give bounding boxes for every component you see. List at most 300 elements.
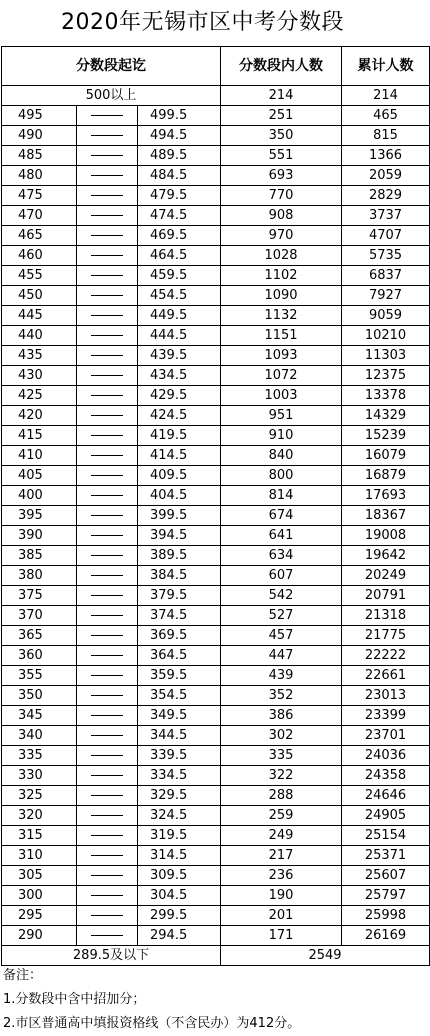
range-dash [77, 226, 138, 246]
range-low: 305 [2, 866, 77, 886]
range-high: 469.5 [138, 226, 221, 246]
range-high: 364.5 [138, 646, 221, 666]
cumulative-cell: 13378 [342, 386, 430, 406]
cumulative-cell: 25371 [342, 846, 430, 866]
cumulative-cell: 14329 [342, 406, 430, 426]
cumulative-cell: 25998 [342, 906, 430, 926]
range-dash [77, 386, 138, 406]
note-item: 1.分数段中含中招加分； [3, 992, 146, 1007]
cumulative-cell: 7927 [342, 286, 430, 306]
dash-line [91, 695, 123, 696]
cumulative-cell: 16879 [342, 466, 430, 486]
count-cell: 970 [221, 226, 342, 246]
count-cell: 447 [221, 646, 342, 666]
dash-line [91, 395, 123, 396]
range-dash [77, 866, 138, 886]
range-high: 379.5 [138, 586, 221, 606]
range-high: 479.5 [138, 186, 221, 206]
top-count: 214 [221, 86, 342, 106]
table-row [2, 866, 430, 886]
count-cell: 288 [221, 786, 342, 806]
table-row [2, 486, 430, 506]
table-row [2, 546, 430, 566]
range-low: 470 [2, 206, 77, 226]
range-high: 384.5 [138, 566, 221, 586]
range-low: 330 [2, 766, 77, 786]
range-dash [77, 286, 138, 306]
range-dash [77, 586, 138, 606]
cumulative-cell: 24358 [342, 766, 430, 786]
range-low: 460 [2, 246, 77, 266]
range-low: 390 [2, 526, 77, 546]
table-row [2, 146, 430, 166]
cumulative-cell: 1366 [342, 146, 430, 166]
range-dash [77, 206, 138, 226]
count-cell: 551 [221, 146, 342, 166]
table-row [2, 346, 430, 366]
range-low: 480 [2, 166, 77, 186]
range-low: 405 [2, 466, 77, 486]
count-cell: 171 [221, 926, 342, 946]
dash-line [91, 775, 123, 776]
header-range: 分数段起讫 [2, 47, 221, 86]
range-high: 329.5 [138, 786, 221, 806]
count-cell: 457 [221, 626, 342, 646]
dash-line [91, 235, 123, 236]
count-cell: 1093 [221, 346, 342, 366]
range-high: 459.5 [138, 266, 221, 286]
range-dash [77, 926, 138, 946]
table-row [2, 706, 430, 726]
range-low: 445 [2, 306, 77, 326]
dash-line [91, 355, 123, 356]
count-cell: 386 [221, 706, 342, 726]
range-high: 474.5 [138, 206, 221, 226]
range-dash [77, 786, 138, 806]
range-low: 495 [2, 106, 77, 126]
bottom-range-label: 289.5及以下 [2, 946, 221, 966]
range-dash [77, 566, 138, 586]
dash-line [91, 455, 123, 456]
cumulative-cell: 25607 [342, 866, 430, 886]
range-high: 324.5 [138, 806, 221, 826]
range-low: 400 [2, 486, 77, 506]
dash-line [91, 855, 123, 856]
cumulative-cell: 16079 [342, 446, 430, 466]
table-row [2, 286, 430, 306]
table-row [2, 746, 430, 766]
cumulative-cell: 24646 [342, 786, 430, 806]
range-high: 409.5 [138, 466, 221, 486]
range-high: 349.5 [138, 706, 221, 726]
cumulative-cell: 23399 [342, 706, 430, 726]
dash-line [91, 735, 123, 736]
range-high: 304.5 [138, 886, 221, 906]
count-cell: 217 [221, 846, 342, 866]
cumulative-cell: 2829 [342, 186, 430, 206]
range-dash [77, 446, 138, 466]
dash-line [91, 675, 123, 676]
bottom-count: 2549 [221, 946, 430, 966]
count-cell: 634 [221, 546, 342, 566]
count-cell: 1102 [221, 266, 342, 286]
range-low: 385 [2, 546, 77, 566]
header-cumulative: 累计人数 [342, 47, 430, 86]
range-dash [77, 106, 138, 126]
count-cell: 542 [221, 586, 342, 606]
range-low: 290 [2, 926, 77, 946]
count-cell: 951 [221, 406, 342, 426]
range-dash [77, 526, 138, 546]
range-high: 424.5 [138, 406, 221, 426]
range-dash [77, 606, 138, 626]
range-low: 395 [2, 506, 77, 526]
range-high: 439.5 [138, 346, 221, 366]
table-row [2, 626, 430, 646]
range-dash [77, 166, 138, 186]
range-dash [77, 186, 138, 206]
range-high: 389.5 [138, 546, 221, 566]
cumulative-cell: 24036 [342, 746, 430, 766]
range-dash [77, 506, 138, 526]
table-row [2, 426, 430, 446]
range-low: 350 [2, 686, 77, 706]
cumulative-cell: 4707 [342, 226, 430, 246]
range-low: 455 [2, 266, 77, 286]
table-row [2, 206, 430, 226]
range-high: 484.5 [138, 166, 221, 186]
top-range-label: 500以上 [2, 86, 221, 106]
table-row [2, 106, 430, 126]
notes-heading: 备注： [3, 968, 43, 983]
dash-line [91, 715, 123, 716]
range-dash [77, 826, 138, 846]
count-cell: 439 [221, 666, 342, 686]
range-high: 464.5 [138, 246, 221, 266]
range-dash [77, 246, 138, 266]
range-high: 419.5 [138, 426, 221, 446]
count-cell: 1132 [221, 306, 342, 326]
range-dash [77, 406, 138, 426]
dash-line [91, 535, 123, 536]
table-row [2, 126, 430, 146]
cumulative-cell: 22661 [342, 666, 430, 686]
cumulative-cell: 25154 [342, 826, 430, 846]
dash-line [91, 875, 123, 876]
dash-line [91, 635, 123, 636]
dash-line [91, 655, 123, 656]
count-cell: 1028 [221, 246, 342, 266]
count-cell: 674 [221, 506, 342, 526]
dash-line [91, 515, 123, 516]
range-high: 494.5 [138, 126, 221, 146]
range-dash [77, 306, 138, 326]
range-high: 449.5 [138, 306, 221, 326]
dash-line [91, 795, 123, 796]
table-row [2, 246, 430, 266]
range-dash [77, 126, 138, 146]
table-row [2, 666, 430, 686]
count-cell: 350 [221, 126, 342, 146]
range-dash [77, 766, 138, 786]
table-row [2, 606, 430, 626]
score-distribution-table [1, 46, 430, 966]
count-cell: 335 [221, 746, 342, 766]
range-dash [77, 906, 138, 926]
table-row [2, 846, 430, 866]
dash-line [91, 915, 123, 916]
count-cell: 190 [221, 886, 342, 906]
range-low: 300 [2, 886, 77, 906]
cumulative-cell: 815 [342, 126, 430, 146]
range-high: 404.5 [138, 486, 221, 506]
cumulative-cell: 15239 [342, 426, 430, 446]
range-high: 434.5 [138, 366, 221, 386]
range-low: 435 [2, 346, 77, 366]
table-row [2, 806, 430, 826]
cumulative-cell: 10210 [342, 326, 430, 346]
count-cell: 910 [221, 426, 342, 446]
count-cell: 251 [221, 106, 342, 126]
range-high: 334.5 [138, 766, 221, 786]
dash-line [91, 575, 123, 576]
table-row [2, 906, 430, 926]
table-row [2, 526, 430, 546]
table-row [2, 506, 430, 526]
range-low: 375 [2, 586, 77, 606]
dash-line [91, 495, 123, 496]
table-row-top [2, 86, 430, 106]
table-row [2, 726, 430, 746]
range-high: 399.5 [138, 506, 221, 526]
table-row [2, 766, 430, 786]
count-cell: 770 [221, 186, 342, 206]
range-low: 465 [2, 226, 77, 246]
cumulative-cell: 5735 [342, 246, 430, 266]
range-high: 489.5 [138, 146, 221, 166]
dash-line [91, 375, 123, 376]
range-low: 295 [2, 906, 77, 926]
range-dash [77, 626, 138, 646]
range-high: 374.5 [138, 606, 221, 626]
dash-line [91, 835, 123, 836]
table-row [2, 366, 430, 386]
range-high: 429.5 [138, 386, 221, 406]
range-dash [77, 486, 138, 506]
range-dash [77, 346, 138, 366]
range-low: 425 [2, 386, 77, 406]
range-dash [77, 326, 138, 346]
table-row [2, 306, 430, 326]
dash-line [91, 215, 123, 216]
range-low: 415 [2, 426, 77, 446]
range-high: 454.5 [138, 286, 221, 306]
range-low: 315 [2, 826, 77, 846]
cumulative-cell: 25797 [342, 886, 430, 906]
range-low: 430 [2, 366, 77, 386]
range-high: 344.5 [138, 726, 221, 746]
range-high: 394.5 [138, 526, 221, 546]
cumulative-cell: 17693 [342, 486, 430, 506]
dash-line [91, 895, 123, 896]
table-row [2, 566, 430, 586]
dash-line [91, 135, 123, 136]
cumulative-cell: 465 [342, 106, 430, 126]
notes [3, 964, 403, 1036]
range-dash [77, 886, 138, 906]
dash-line [91, 115, 123, 116]
cumulative-cell: 23013 [342, 686, 430, 706]
dash-line [91, 615, 123, 616]
range-low: 360 [2, 646, 77, 666]
header-count: 分数段内人数 [221, 47, 342, 86]
count-cell: 641 [221, 526, 342, 546]
dash-line [91, 435, 123, 436]
table-row [2, 386, 430, 406]
range-dash [77, 466, 138, 486]
range-low: 440 [2, 326, 77, 346]
dash-line [91, 275, 123, 276]
count-cell: 840 [221, 446, 342, 466]
range-high: 314.5 [138, 846, 221, 866]
range-low: 370 [2, 606, 77, 626]
range-high: 359.5 [138, 666, 221, 686]
cumulative-cell: 18367 [342, 506, 430, 526]
page-title: 2020年无锡市区中考分数段 [61, 10, 344, 35]
count-cell: 800 [221, 466, 342, 486]
count-cell: 1003 [221, 386, 342, 406]
range-low: 380 [2, 566, 77, 586]
dash-line [91, 415, 123, 416]
note-item: 2.市区普通高中填报资格线（不含民办）为412分。 [3, 1016, 301, 1031]
range-high: 369.5 [138, 626, 221, 646]
range-low: 410 [2, 446, 77, 466]
count-cell: 201 [221, 906, 342, 926]
range-high: 414.5 [138, 446, 221, 466]
count-cell: 1151 [221, 326, 342, 346]
range-dash [77, 746, 138, 766]
cumulative-cell: 20249 [342, 566, 430, 586]
table-row [2, 686, 430, 706]
range-dash [77, 366, 138, 386]
cumulative-cell: 23701 [342, 726, 430, 746]
range-low: 335 [2, 746, 77, 766]
cumulative-cell: 22222 [342, 646, 430, 666]
dash-line [91, 555, 123, 556]
range-low: 325 [2, 786, 77, 806]
range-dash [77, 146, 138, 166]
count-cell: 607 [221, 566, 342, 586]
range-high: 444.5 [138, 326, 221, 346]
count-cell: 908 [221, 206, 342, 226]
table-row-bottom [2, 946, 430, 966]
cumulative-cell: 26169 [342, 926, 430, 946]
range-low: 420 [2, 406, 77, 426]
dash-line [91, 195, 123, 196]
range-dash [77, 266, 138, 286]
range-low: 340 [2, 726, 77, 746]
range-dash [77, 726, 138, 746]
range-dash [77, 806, 138, 826]
range-dash [77, 706, 138, 726]
range-high: 299.5 [138, 906, 221, 926]
range-dash [77, 646, 138, 666]
count-cell: 352 [221, 686, 342, 706]
range-low: 475 [2, 186, 77, 206]
cumulative-cell: 12375 [342, 366, 430, 386]
range-low: 490 [2, 126, 77, 146]
table-row [2, 226, 430, 246]
cumulative-cell: 20791 [342, 586, 430, 606]
range-high: 339.5 [138, 746, 221, 766]
table-row [2, 166, 430, 186]
table-row [2, 786, 430, 806]
cumulative-cell: 2059 [342, 166, 430, 186]
dash-line [91, 935, 123, 936]
range-low: 310 [2, 846, 77, 866]
range-dash [77, 666, 138, 686]
cumulative-cell: 9059 [342, 306, 430, 326]
table-row [2, 406, 430, 426]
range-high: 354.5 [138, 686, 221, 706]
range-low: 365 [2, 626, 77, 646]
dash-line [91, 155, 123, 156]
range-low: 355 [2, 666, 77, 686]
table-row [2, 586, 430, 606]
range-high: 319.5 [138, 826, 221, 846]
dash-line [91, 255, 123, 256]
range-low: 345 [2, 706, 77, 726]
table-row [2, 466, 430, 486]
count-cell: 322 [221, 766, 342, 786]
range-dash [77, 846, 138, 866]
count-cell: 1072 [221, 366, 342, 386]
table-row [2, 886, 430, 906]
cumulative-cell: 11303 [342, 346, 430, 366]
range-high: 499.5 [138, 106, 221, 126]
cumulative-cell: 19008 [342, 526, 430, 546]
cumulative-cell: 21318 [342, 606, 430, 626]
range-dash [77, 426, 138, 446]
range-high: 309.5 [138, 866, 221, 886]
range-dash [77, 546, 138, 566]
table-row [2, 186, 430, 206]
cumulative-cell: 21775 [342, 626, 430, 646]
range-high: 294.5 [138, 926, 221, 946]
dash-line [91, 335, 123, 336]
table-row [2, 326, 430, 346]
range-low: 485 [2, 146, 77, 166]
count-cell: 302 [221, 726, 342, 746]
cumulative-cell: 6837 [342, 266, 430, 286]
count-cell: 249 [221, 826, 342, 846]
top-cumulative: 214 [342, 86, 430, 106]
count-cell: 236 [221, 866, 342, 886]
dash-line [91, 315, 123, 316]
table-row [2, 826, 430, 846]
cumulative-cell: 3737 [342, 206, 430, 226]
range-low: 320 [2, 806, 77, 826]
table-row [2, 926, 430, 946]
table-row [2, 446, 430, 466]
range-low: 450 [2, 286, 77, 306]
cumulative-cell: 24905 [342, 806, 430, 826]
dash-line [91, 595, 123, 596]
table-row [2, 266, 430, 286]
count-cell: 527 [221, 606, 342, 626]
count-cell: 259 [221, 806, 342, 826]
range-dash [77, 686, 138, 706]
